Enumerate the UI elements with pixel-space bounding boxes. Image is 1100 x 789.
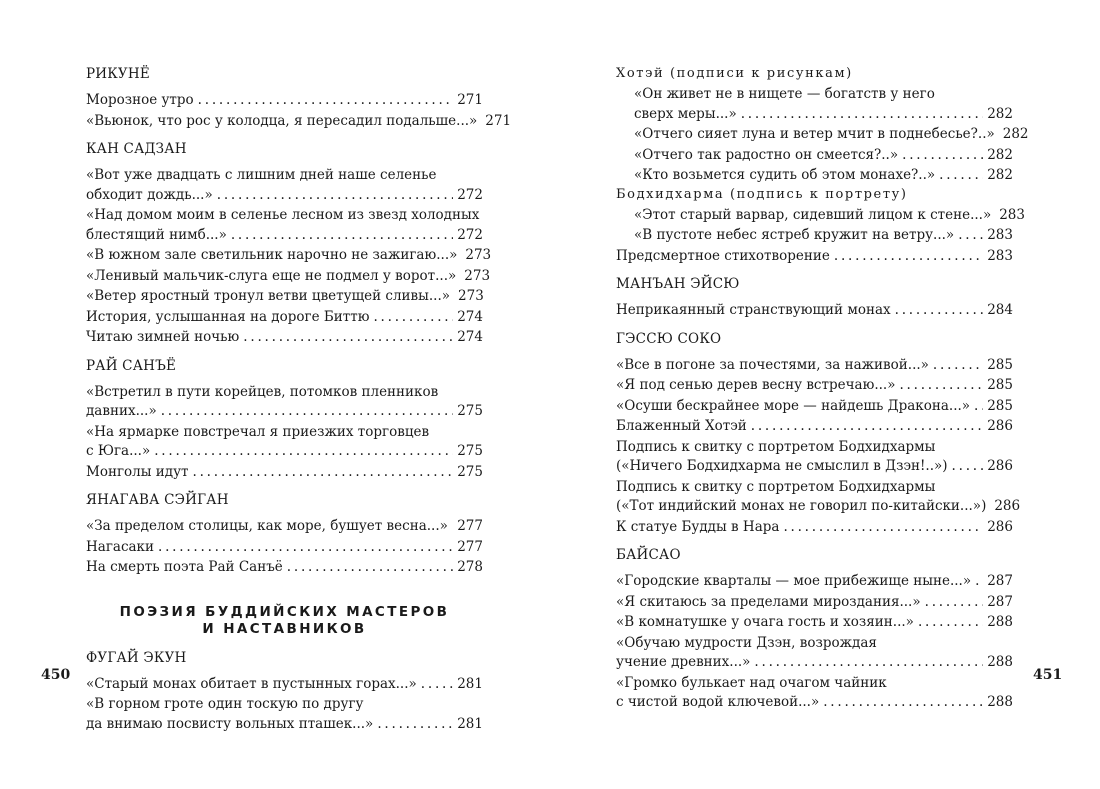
toc-entry	[616, 125, 1029, 145]
toc-line	[616, 674, 1013, 694]
toc-line	[86, 423, 483, 443]
entry-title: «Отчего сияет луна и ветер мчит в поднебесье?..»	[634, 126, 995, 142]
dot-leader	[161, 402, 454, 422]
dot-leader	[751, 417, 983, 437]
entry-page-number: 271	[457, 92, 483, 108]
toc-entry	[86, 538, 483, 558]
entry-page-number: 288	[987, 614, 1013, 630]
entry-page-number: 284	[987, 302, 1013, 318]
entry-page-number: 281	[457, 715, 483, 732]
entry-page-number: 273	[465, 247, 492, 263]
toc-line	[616, 417, 1013, 437]
author-heading: ФУГАЙ ЭКУН	[86, 649, 187, 666]
toc-line	[616, 613, 1013, 633]
toc-entry	[616, 376, 1013, 396]
dot-leader	[158, 538, 453, 558]
toc-line	[616, 572, 1013, 592]
toc-line	[616, 634, 1013, 654]
toc-entry	[86, 675, 483, 695]
entry-page-number: 282	[1002, 126, 1029, 142]
entry-title: блестящий нимб...»	[86, 226, 227, 243]
toc-line	[634, 125, 1029, 145]
entry-page-number: 283	[987, 247, 1013, 264]
toc-entry	[616, 85, 1013, 124]
dot-leader	[899, 376, 983, 396]
toc-line	[86, 112, 512, 132]
entry-title: обходит дождь...»	[86, 186, 213, 203]
author-block	[86, 650, 483, 735]
toc-line	[86, 267, 491, 287]
toc-line	[86, 226, 483, 246]
entry-page-number: 272	[457, 186, 483, 203]
dot-leader	[377, 715, 453, 735]
entry-page-number: 285	[987, 397, 1013, 414]
entry-page-number: 288	[987, 654, 1013, 670]
entry-title: «Громко булькает над очагом чайник	[616, 674, 887, 691]
entry-title: «Я скитаюсь за пределами мироздания...»	[616, 593, 921, 610]
entry-title: Блаженный Хотэй	[616, 418, 747, 434]
dot-leader	[974, 397, 983, 417]
dot-leader	[741, 105, 984, 125]
toc-line	[86, 538, 483, 558]
entry-title: («Ничего Бодхидхарма не смыслил в Дзэн!..»)	[616, 458, 948, 474]
dot-leader	[754, 653, 983, 673]
toc-line	[634, 105, 1013, 125]
toc-line	[634, 226, 1013, 246]
entry-page-number: 273	[464, 267, 491, 284]
toc-entry	[86, 267, 491, 287]
entry-page-number: 287	[987, 573, 1013, 589]
entry-title: «Городские кварталы — мое прибежище ныне...»	[616, 573, 972, 589]
toc-line	[86, 186, 483, 206]
author-heading: ГЭССЮ СОКО	[616, 330, 722, 347]
entry-title: («Тот индийский монах не говорил по-китайски...»)	[616, 498, 987, 514]
toc-entry	[86, 246, 492, 266]
entry-page-number: 275	[457, 463, 483, 480]
toc-entry	[616, 593, 1013, 613]
author-heading: КАН САДЗАН	[86, 141, 187, 157]
dot-leader	[933, 356, 983, 376]
entry-page-number: 286	[987, 458, 1013, 474]
dot-leader	[198, 91, 454, 111]
entry-page-number: 288	[987, 694, 1013, 710]
entry-page-number: 281	[457, 675, 483, 692]
toc-line	[86, 463, 483, 483]
dot-leader	[823, 693, 983, 713]
entry-page-number: 287	[987, 593, 1013, 610]
dot-leader	[952, 457, 984, 477]
entry-title: Подпись к свитку с портретом Бодхидхармы	[616, 478, 936, 495]
author-heading: РАЙ САНЪЁ	[86, 357, 177, 374]
toc-line	[86, 246, 492, 266]
entry-page-number: 277	[457, 518, 483, 534]
toc-line	[86, 308, 483, 328]
entry-page-number: 283	[999, 206, 1025, 223]
entry-title: «В горном гроте один тоскую по другу	[86, 696, 364, 712]
toc-line	[616, 247, 1013, 267]
toc-entry	[86, 517, 483, 537]
dot-leader	[895, 301, 984, 321]
dot-leader	[243, 328, 453, 348]
toc-line	[634, 85, 1013, 105]
subsection-heading: Бодхидхарма (подпись к портрету)	[616, 186, 908, 202]
entry-page-number: 272	[457, 226, 483, 243]
entry-title: К статуе Будды в Нара	[616, 518, 780, 535]
dot-leader	[217, 186, 453, 206]
toc-entry	[86, 206, 483, 245]
toc-entry	[616, 146, 1013, 166]
toc-entry	[86, 463, 483, 483]
toc-entry	[616, 417, 1013, 437]
entry-title: Читаю зимней ночью	[86, 329, 240, 345]
dot-leader	[834, 247, 983, 267]
entry-title: «В южном зале светильник нарочно не зажигаю...»	[86, 247, 458, 263]
entry-title: учение древних...»	[616, 654, 751, 670]
entry-title: «Над домом моим в селенье лесном из звезд холодных	[86, 207, 480, 223]
left-page	[86, 66, 512, 735]
entry-page-number: 277	[457, 538, 483, 555]
toc-line	[86, 442, 483, 462]
author-heading: МАНЪАН ЭЙСЮ	[616, 276, 740, 292]
entry-page-number: 282	[987, 167, 1013, 183]
entry-page-number: 285	[987, 356, 1013, 373]
dot-leader	[421, 675, 453, 695]
entry-title: «На ярмарке повстречал я приезжих торговцев	[86, 423, 430, 440]
entry-page-number: 275	[457, 443, 483, 459]
entry-title: «Этот старый варвар, сидевший лицом к стене...»	[634, 206, 992, 223]
toc-line	[86, 383, 483, 403]
section-title-line-1: ПОЭЗИЯ БУДДИЙСКИХ МАСТЕРОВ	[119, 603, 450, 620]
toc-entry	[616, 206, 1025, 226]
entry-page-number: 271	[485, 112, 512, 129]
author-heading: ЯНАГАВА СЭЙГАН	[86, 492, 229, 508]
dot-leader	[154, 442, 453, 462]
toc-entry	[616, 518, 1013, 538]
toc-line	[616, 653, 1013, 673]
dot-leader	[958, 226, 983, 246]
toc-entry	[86, 383, 483, 422]
entry-title: с чистой водой ключевой...»	[616, 694, 820, 710]
toc-entry	[86, 695, 483, 734]
toc-line	[616, 376, 1013, 396]
toc-line	[86, 166, 483, 186]
toc-line	[86, 695, 483, 715]
entry-title: «Осуши бескрайнее море — найдешь Дракона...»	[616, 397, 971, 414]
dot-leader	[373, 308, 453, 328]
section-title	[86, 604, 483, 638]
toc-entry	[86, 112, 512, 132]
entry-title: «Встретил в пути корейцев, потомков пленников	[86, 383, 439, 400]
entry-title: «Кто возьмется судить об этом монахе?..»	[634, 167, 936, 183]
toc-line	[634, 146, 1013, 166]
toc-line	[86, 287, 483, 307]
toc-line	[86, 328, 483, 348]
dot-leader	[192, 463, 453, 483]
toc-line	[616, 438, 1013, 458]
toc-line	[616, 518, 1013, 538]
toc-line	[616, 356, 1013, 376]
entry-page-number: 282	[987, 105, 1013, 122]
entry-title: да внимаю посвисту вольных пташек...»	[86, 715, 374, 732]
toc-entry	[616, 634, 1013, 673]
entry-title: «Ленивый мальчик-слуга еще не подмел у ворот...»	[86, 267, 457, 284]
toc-line	[616, 301, 1013, 321]
toc-entry	[616, 478, 1021, 517]
entry-title: давних...»	[86, 403, 157, 419]
toc-entry	[616, 613, 1013, 633]
page-number-left: 450	[41, 667, 71, 683]
entry-title: «Ветер яростный тронул ветви цветущей сливы...»	[86, 288, 451, 304]
author-heading: РИКУНЁ	[86, 66, 150, 82]
entry-title: «Я под сенью дерев весну встречаю...»	[616, 377, 896, 393]
entry-title: «Он живет не в нищете — богатств у него	[634, 86, 935, 102]
entry-page-number: 285	[987, 377, 1013, 393]
entry-page-number: 282	[987, 146, 1013, 163]
toc-entry	[86, 287, 483, 307]
dot-leader	[452, 517, 453, 537]
entry-title: Предсмертное стихотворение	[616, 247, 830, 264]
entry-page-number: 283	[987, 227, 1013, 243]
toc-entry	[86, 166, 483, 205]
toc-line	[616, 593, 1013, 613]
toc-line	[616, 693, 1013, 713]
toc-entry	[616, 674, 1013, 713]
toc-line	[86, 675, 483, 695]
toc-line	[616, 497, 1021, 517]
toc-entry	[86, 558, 483, 578]
entry-title: «Отчего так радостно он смеется?..»	[634, 146, 899, 163]
entry-title: Подпись к свитку с портретом Бодхидхармы	[616, 438, 936, 455]
toc-entry	[86, 328, 483, 348]
toc-entry	[616, 356, 1013, 376]
toc-entry	[616, 247, 1013, 267]
entry-title: с Юга...»	[86, 443, 151, 459]
toc-line	[616, 457, 1013, 477]
entry-page-number: 286	[994, 498, 1021, 514]
toc-line	[86, 402, 483, 422]
toc-line	[86, 558, 483, 578]
entry-page-number: 278	[457, 559, 483, 575]
section-title-line-2: И НАСТАВНИКОВ	[202, 620, 367, 637]
page-number-right: 451	[1033, 667, 1063, 683]
entry-title: Морозное утро	[86, 92, 194, 108]
entry-title: «В пустоте небес ястреб кружит на ветру...»	[634, 227, 955, 243]
entry-title: «Все в погоне за почестями, за наживой...»	[616, 356, 929, 373]
entry-title: На смерть поэта Рай Санъё	[86, 559, 283, 575]
entry-title: История, услышанная на дороге Биттю	[86, 308, 370, 325]
entry-title: Нагасаки	[86, 538, 154, 555]
toc-entry	[616, 301, 1013, 321]
entry-title: «Вьюнок, что рос у колодца, я пересадил подальше...»	[86, 112, 478, 129]
dot-leader	[925, 593, 984, 613]
dot-leader	[231, 226, 453, 246]
entry-title: Монголы идут	[86, 463, 189, 480]
entry-title: «Вот уже двадцать с лишним дней наше селенье	[86, 167, 437, 183]
toc-entry	[86, 91, 483, 111]
toc-line	[616, 397, 1013, 417]
dot-leader	[939, 166, 983, 186]
toc-entry	[86, 423, 483, 462]
toc-line	[86, 715, 483, 735]
right-page	[616, 66, 1029, 714]
entry-page-number: 286	[987, 518, 1013, 535]
toc-entry	[616, 166, 1013, 186]
dot-leader	[918, 613, 983, 633]
entry-title: «В комнатушке у очага гость и хозяин...»	[616, 614, 914, 630]
toc-entry	[616, 438, 1013, 477]
toc-line	[86, 517, 483, 537]
dot-leader	[783, 518, 983, 538]
toc-entry	[616, 572, 1013, 592]
toc-line	[634, 206, 1025, 226]
entry-title: «Старый монах обитает в пустынных горах...»	[86, 675, 417, 692]
dot-leader	[287, 558, 453, 578]
toc-line	[86, 206, 483, 226]
subsection-heading: Хотэй (подписи к рисункам)	[616, 66, 853, 81]
dot-leader	[902, 146, 983, 166]
entry-title: «Обучаю мудрости Дзэн, возрождая	[616, 634, 877, 651]
toc-entry	[616, 397, 1013, 417]
entry-page-number: 274	[457, 308, 483, 325]
entry-title: Неприкаянный странствующий монах	[616, 302, 891, 318]
entry-title: «За пределом столицы, как море, бушует весна...»	[86, 518, 448, 534]
toc-entry	[616, 226, 1013, 246]
toc-line	[616, 478, 1013, 498]
dot-leader	[975, 572, 983, 592]
entry-page-number: 274	[457, 329, 483, 345]
toc-line	[86, 91, 483, 111]
toc-line	[634, 166, 1013, 186]
entry-title: сверх меры...»	[634, 105, 737, 122]
entry-page-number: 286	[987, 418, 1013, 434]
entry-page-number: 275	[457, 403, 483, 419]
author-heading: БАЙСАО	[616, 547, 681, 563]
entry-page-number: 273	[458, 288, 484, 304]
toc-entry	[86, 308, 483, 328]
